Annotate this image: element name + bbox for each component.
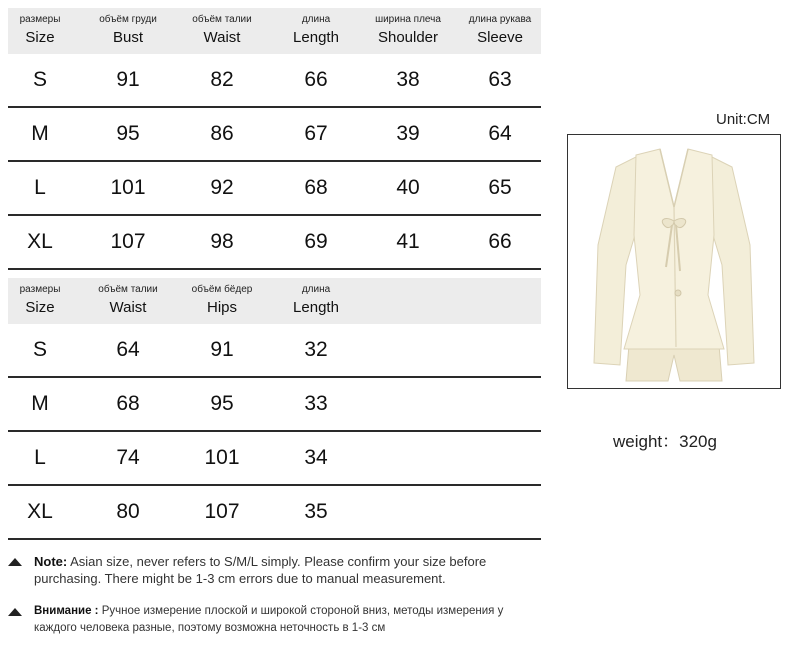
product-image bbox=[567, 134, 781, 389]
waist-cell: 82 bbox=[210, 68, 234, 91]
shoulder-cell: 40 bbox=[396, 176, 420, 199]
waist-cell: 64 bbox=[116, 338, 140, 361]
length-cell: 32 bbox=[304, 338, 328, 361]
sleeve-cell: 66 bbox=[488, 230, 512, 253]
hips-cell: 101 bbox=[204, 446, 240, 469]
triangle-icon bbox=[8, 558, 22, 566]
bottom-size-table bbox=[8, 278, 541, 540]
table-row bbox=[8, 54, 541, 108]
note-label: Note: bbox=[34, 554, 68, 569]
length-cell: 68 bbox=[304, 176, 328, 199]
waist-cell: 68 bbox=[116, 392, 140, 415]
size-cell: M bbox=[31, 122, 49, 145]
table-row bbox=[8, 378, 541, 432]
waist-cell: 92 bbox=[210, 176, 234, 199]
sleeve-cell: 64 bbox=[488, 122, 512, 145]
table-row bbox=[8, 162, 541, 216]
top-size-table bbox=[8, 8, 541, 270]
length-cell: 34 bbox=[304, 446, 328, 469]
bust-cell: 101 bbox=[110, 176, 146, 199]
triangle-icon bbox=[8, 608, 22, 616]
shoulder-cell: 41 bbox=[396, 230, 420, 253]
note-text: Asian size, never refers to S/M/L simply. Please confirm your size before purchasing. There might be 1-3 cm errors due to manual measurement. bbox=[34, 554, 487, 586]
table-row bbox=[8, 324, 541, 378]
table-row bbox=[8, 108, 541, 162]
table-header: размеры Size объём талии Waist объём бёдер Hips длина Length bbox=[8, 278, 541, 324]
waist-cell: 86 bbox=[210, 122, 234, 145]
hips-cell: 95 bbox=[210, 392, 234, 415]
hips-cell: 91 bbox=[210, 338, 234, 361]
english-note bbox=[8, 553, 548, 587]
length-cell: 35 bbox=[304, 500, 328, 523]
length-cell: 67 bbox=[304, 122, 328, 145]
bust-cell: 91 bbox=[116, 68, 140, 91]
ru-note-label: Внимание : bbox=[34, 605, 99, 617]
sleeve-cell: 63 bbox=[488, 68, 512, 91]
weight-label: weight：320g bbox=[613, 432, 717, 451]
waist-cell: 98 bbox=[210, 230, 234, 253]
bust-cell: 107 bbox=[110, 230, 146, 253]
size-cell: XL bbox=[27, 230, 53, 253]
length-cell: 66 bbox=[304, 68, 328, 91]
bust-cell: 95 bbox=[116, 122, 140, 145]
size-cell: XL bbox=[27, 500, 53, 523]
size-cell: L bbox=[34, 446, 46, 469]
length-cell: 33 bbox=[304, 392, 328, 415]
shoulder-cell: 39 bbox=[396, 122, 420, 145]
size-cell: L bbox=[34, 176, 46, 199]
sleeve-cell: 65 bbox=[488, 176, 512, 199]
table-row bbox=[8, 216, 541, 270]
blouse-shorts-icon bbox=[568, 135, 780, 388]
size-cell: S bbox=[32, 68, 47, 91]
waist-cell: 80 bbox=[116, 500, 140, 523]
table-header: размеры Size объём груди Bust объём талии Waist длина Length ширина плеча Shoulder длина рукава Sleeve bbox=[8, 8, 541, 54]
table-row bbox=[8, 432, 541, 486]
ru-note-text: Ручное измерение плоской и широкой стороной вниз, методы измерения у каждого человека разные, поэтому возможна неточность в 1-3 см bbox=[34, 605, 504, 634]
hips-cell: 107 bbox=[204, 500, 240, 523]
russian-note bbox=[8, 603, 548, 637]
size-cell: M bbox=[31, 392, 49, 415]
length-cell: 69 bbox=[304, 230, 328, 253]
table-row bbox=[8, 486, 541, 540]
shoulder-cell: 38 bbox=[396, 68, 420, 91]
size-cell: S bbox=[32, 338, 47, 361]
waist-cell: 74 bbox=[116, 446, 140, 469]
unit-label: Unit:CM bbox=[716, 111, 771, 128]
